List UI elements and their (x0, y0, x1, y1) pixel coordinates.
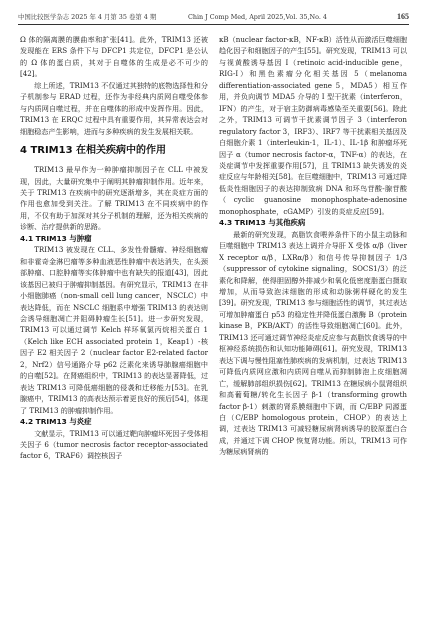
subsection-heading: 4.2 TRIM13 与炎症 (20, 417, 92, 427)
running-header (18, 10, 409, 25)
paragraph: Ω 体的隔离膜的膜曲率和扩张[41]。此外，TRIM13 还被发现能在 ERS 条件下与 DFCP1 共定位，DFCP1 是公认的 Ω 体的蛋白质，其对于自噬体的生成是必不可少的[42]。 (20, 35, 208, 79)
journal-name-en: Chin J Comp Med, April 2025,Vol. 35,No. 4 (188, 13, 327, 21)
subsection-heading: 4.1 TRIM13 与肿瘤 (20, 233, 92, 243)
paragraph: κB（nuclear factor-κB，NF-κB）活性从而激活巨噬细胞趋化因子和细胞因子的产生[55]。研究发现，TRIM13 可以与视黄酸诱导基因 I（retinoic acid-inducible gene，RIG-I）和黑色素瘤分化相关基因 5（melanoma differentiation-associated gene 5，MDA5）相互作用，并负向调节 MDA5 介导的 I 型干扰素（interferon，IFN）的产生，对于宿主防御病毒感染至关重要[56]。除此之外，TRIM13 可调节干扰素调节因子 3（interferon regulatory factor 3，IRF3）、IRF7 等干扰素相关基因及白细胞介素 1（interleukin-1，IL-1）、IL-1β 和肿瘤坏死因子 α（tumor necrosis factor-α，TNF-α）的表达，在炎症调节中发挥重要作用[57]，且 TRIM13 缺失诱发的炎症反应与年龄相关[58]。在巨噬细胞中，TRIM13 可通过降低炎性细胞因子的表达抑制致病 DNA 和环鸟苷酸-腺苷酸（cyclic guanosine monophosphate-adenosine monophosphate，cGAMP）引发的炎症反应[59]。 (219, 35, 407, 216)
section-heading: 4 TRIM13 在相关疾病中的作用 (20, 145, 167, 157)
left-column (20, 34, 208, 462)
paragraph: TRIM13 最早作为一种肿瘤抑制因子在 CLL 中被发现，因此，大量研究集中于阐明其肿瘤抑制作用。近年来，关于 TRIM13 在疾病中的研究逐渐增多，其在炎症方面的作用也愈加受到关注。了解 TRIM13 在不同疾病中的作用，不仅有助于加深对其分子机制的理解，还为相关疾病的诊断、治疗提供新的思路。 (20, 165, 208, 232)
right-column (219, 34, 407, 458)
paragraph: 文献显示，TRIM13 可以通过靶向肿瘤坏死因子受体相关因子 6（tumor necrosis factor receptor-associated factor 6，TRAF6）调控核因子 (20, 428, 208, 461)
paragraph: TRIM13 被发现在 CLL、多发性骨髓瘤、神经细胞瘤和非霍奇金淋巴瘤等多种血液恶性肿瘤中表达消失，在头颈部肿瘤、口腔肿瘤等实体肿瘤中也有缺失的报道[43]，因此该基因已被归于肿瘤抑制基因。有研究显示，TRIM13 在非小细胞肺癌（non-small cell lung cancer，NSCLC）中表达降低，而在 NSCLC 细胞系中增强 TRIM13 的表达则会诱导细胞凋亡并阻碍肿瘤生长[51]。进一步研究发现，TRIM13 可以通过调节 Kelch 样环氧氯丙烷相关蛋白 1（Kelch like ECH associated protein 1，Keap1）-核因子 E2 相关因子 2（nuclear factor E2-related factor 2，Nrf2）信号通路介导 p62 泛素化来诱导肺腺癌细胞中的自噬[52]。在肾癌组织中，TRIM13 的表达显著降低，过表达 TRIM13 可降低癌细胞的侵袭和迁移能力[53]。在乳腺癌中，TRIM13 的高表达预示着更良好的预后[54]，体现了 TRIM13 的肿瘤抑制作用。 (20, 245, 208, 415)
subsection-heading: 4.3 TRIM13 与其他疾病 (219, 218, 306, 228)
paragraph: 最新的研究发现，高脂饮食喂养条件下的小鼠主动脉和巨噬细胞中 TRIM13 表达上调并介导肝 X 受体 α/β（liver X receptor α/β，LXRα/β）和信号传导抑制因子 1/3（suppressor of cytokine signaling，SOCS1/3）的泛素化和降解，使得胆固醇外排减少和氧化低密度脂蛋白摄取增加，从而导致泡沫细胞的形成和动脉粥样硬化的发生[39]。研究发现，TRIM13 参与细胞活性的调节，其过表达可增加肿瘤蛋白 p53 的稳定性并降低蛋白激酶 B（protein kinase B，PKB/AKT）的活性导致细胞凋亡[60]。此外，TRIM13 还可通过调节神经炎症反应参与高脂饮食诱导的中枢神经系统损伤和认知功能障碍[61]。研究发现，TRIM13 表达下调与慢性阻塞性肺疾病的发病机制，过表达 TRIM13 可降低内质网应激和内质网自噬从而抑制肺泡上皮细胞凋亡，缓解肺部组织损伤[62]。TRIM13 在糖尿病小鼠肾组织和高葡萄糖/转化生长因子 β-1（transforming growth factor β-1）刺激的肾系膜细胞中下调，而 C/EBP 同源蛋白（C/EBP homologous protein，CHOP）的表达上调，过表达 TRIM13 可减轻糖尿病肾病诱导的胶原蛋白合成，并通过下调 CHOP 恢复肾功能。所以，TRIM13 可作为糖尿病肾病的 (219, 229, 407, 457)
paragraph: 综上所述，TRIM13 不仅通过其独特的底物选择性和分子机制参与 ERAD 过程，还作为非经典内质网自噬受体参与内质网自噬过程，并在自噬体的形成中发挥作用。因此，TRIM13 在 ERQC 过程中具有重要作用，其异常表达会对细胞稳态产生影响，进而与多种疾病的发生发展相关联。 (20, 80, 208, 136)
page-number: 165 (397, 12, 409, 21)
journal-name-cn: 中国比较医学杂志 2025 年 4 月第 35 卷第 4 期 (18, 13, 157, 21)
